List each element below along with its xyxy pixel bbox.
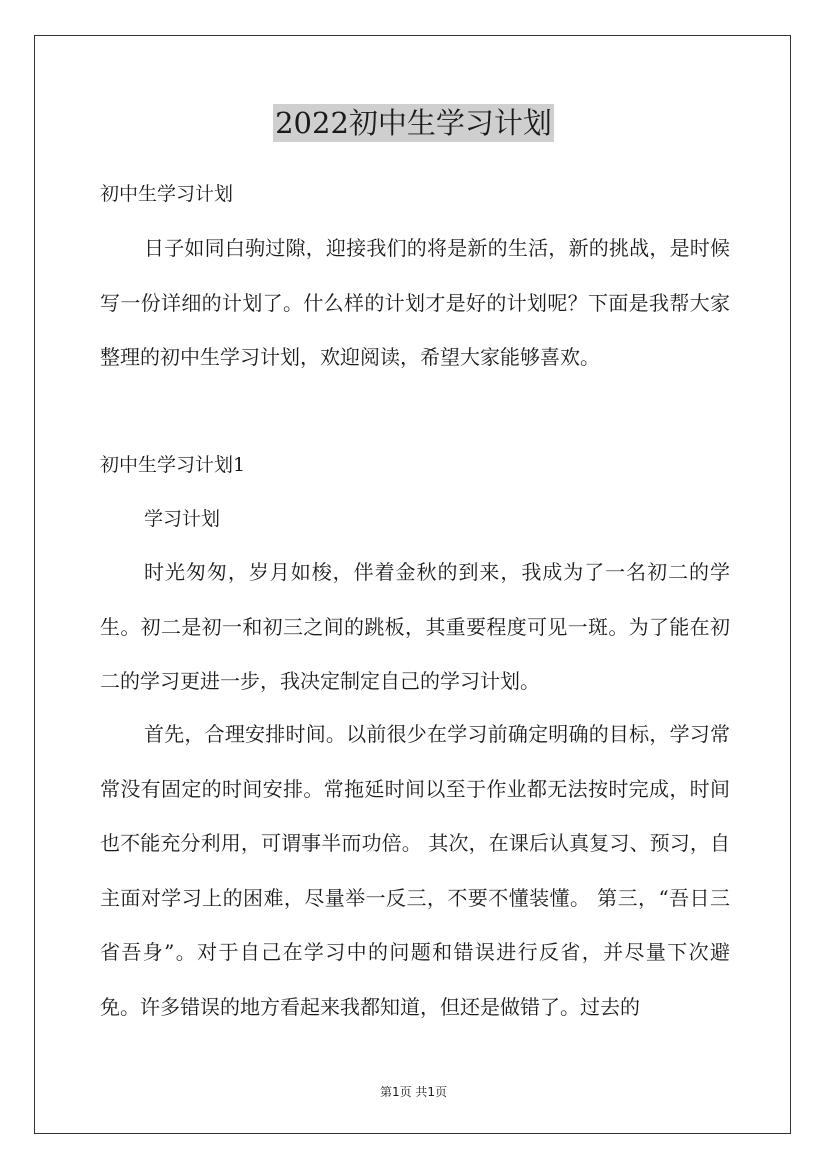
plan1-heading: 初中生学习计划1 [100,454,246,476]
section-heading: 初中生学习计划 [100,183,234,205]
page-footer: 第1页 共1页 [379,1085,448,1099]
plan1-subheading: 学习计划 [144,508,221,530]
plan1-paragraph-2: 首先，合理安排时间。以前很少在学习前确定明确的目标，学习常常没有固定的时间安排。常拖延时间以至于作业都无法按时完成，时间也不能充分利用，可谓事半而功倍。 其次，在课后认真复习、预习，自主面对学习上的困难，尽量举一反三，不要不懂装懂。 第三，“吾日三省吾身”。对于自己在学习中的问题和错误进行反省，并尽量下次避免。许多错误的地方看起来我都知道，但还是做错了。过去的 [100,722,730,1019]
intro-paragraph: 日子如同白驹过隙，迎接我们的将是新的生活，新的挑战，是时候写一份详细的计划了。什么样的计划才是好的计划呢？下面是我帮大家整理的初中生学习计划，欢迎阅读，希望大家能够喜欢。 [100,236,730,369]
plan1-paragraph-1: 时光匆匆，岁月如梭，伴着金秋的到来，我成为了一名初二的学生。初二是初一和初三之间的跳板，其重要程度可见一斑。为了能在初二的学习更进一步，我决定制定自己的学习计划。 [100,560,730,693]
document-title: 2022初中生学习计划 [275,106,552,140]
document-title-wrap [0,104,827,142]
